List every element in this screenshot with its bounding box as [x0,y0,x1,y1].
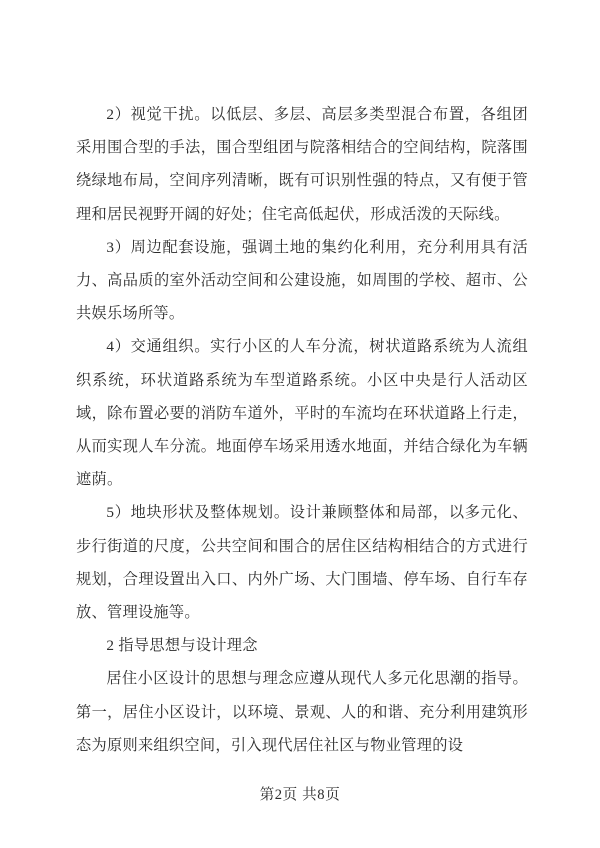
paragraph: 3）周边配套设施，强调土地的集约化利用，充分利用具有活力、高品质的室外活动空间和公建设施，如周围的学校、超市、公共娱乐场所等。 [76,238,528,323]
paragraph: 2）视觉干扰。以低层、多层、高层多类型混合布置，各组团采用围合型的手法，围合型组团与院落相结合的空间结构，院落围绕绿地布局，空间序列清晰，既有可识别性强的特点，又有便于管理和居民视野开阔的好处；住宅高低起伏，形成活泼的天际线。 [76,106,528,223]
paragraph: 4）交通组织。实行小区的人车分流，树状道路系统为人流组织系统，环状道路系统为车型道路系统。小区中央是行人活动区域，除布置必要的消防车道外，平时的车流均在环状道路上行走，从而实现人车分流。地面停车场采用透水地面，并结合绿化为车辆遮荫。 [76,338,528,489]
section-heading: 2 指导思想与设计理念 [106,637,258,655]
page-footer: 第2页 共8页 [259,787,341,803]
document-body [76,98,528,762]
paragraph: 5）地块形状及整体规划。设计兼顾整体和局部，以多元化、步行街道的尺度，公共空间和围合的居住区结构相结合的方式进行规划，合理设置出入口、内外广场、大门围墙、停车场、自行车存放、管理设施等。 [76,504,528,622]
paragraph: 居住小区设计的思想与理念应遵从现代人多元化思潮的指导。第一，居住小区设计，以环境、景观、人的和谐、充分利用建筑形态为原则来组织空间，引入现代居住社区与物业管理的设 [76,670,528,754]
